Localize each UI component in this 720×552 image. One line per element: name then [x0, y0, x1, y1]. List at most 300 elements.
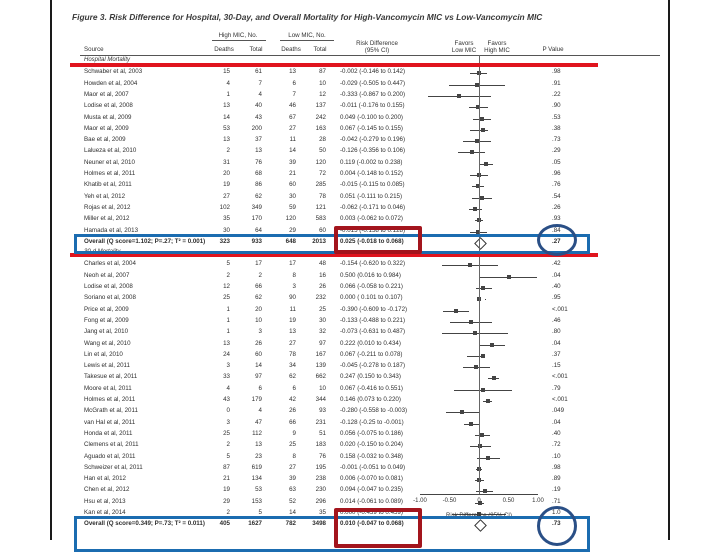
risk-difference-ci: -0.280 (-0.558 to -0.003) [340, 407, 408, 415]
p-value: .98 [552, 463, 561, 471]
p-value: 1.0 [552, 509, 561, 516]
deaths-low: 14 [289, 147, 296, 155]
study-label: Lodise et al, 2008 [84, 283, 133, 290]
header-underline-low [280, 40, 334, 41]
study-row [70, 351, 670, 362]
deaths-low: 11 [289, 305, 296, 313]
section-label: Hospital Mortality [84, 57, 131, 63]
deaths-low: 39 [289, 475, 296, 483]
risk-difference-ci: -0.126 (-0.356 to 0.106) [340, 147, 406, 155]
deaths-low: 13 [289, 68, 296, 76]
risk-difference-ci: 0.500 (0.016 to 0.984) [340, 271, 401, 279]
study-label: Howden et al, 2004 [84, 79, 138, 87]
deaths-high: 25 [223, 294, 230, 302]
risk-difference-ci: 0.000 ( 0.101 to 0.107) [340, 294, 403, 302]
header-deaths-high: Deaths [214, 46, 234, 53]
total-high: 64 [255, 226, 262, 234]
total-high: 153 [251, 497, 262, 505]
study-row [70, 419, 670, 430]
study-label: Bae et al, 2009 [84, 136, 126, 144]
point-estimate [507, 275, 511, 279]
p-value: .27 [552, 237, 561, 245]
deaths-low: 25 [289, 441, 296, 449]
header-low-mic: Low MIC, No. [288, 32, 326, 39]
red-divider-top [70, 63, 598, 67]
p-value: .91 [552, 79, 561, 87]
total-low: 583 [315, 215, 326, 223]
study-row [70, 396, 670, 407]
total-high: 62 [255, 294, 262, 302]
x-axis-tick: 0.50 [502, 498, 515, 504]
deaths-low: 39 [289, 158, 296, 166]
total-low: 242 [315, 113, 326, 121]
point-estimate [480, 433, 484, 437]
left-border [50, 0, 52, 540]
total-high: 60 [255, 350, 262, 358]
p-value: .84 [552, 226, 561, 234]
deaths-high: 27 [223, 192, 230, 200]
study-label: Musta et al, 2009 [84, 113, 132, 121]
total-low: 120 [315, 158, 326, 166]
point-estimate [481, 286, 485, 290]
study-row [70, 385, 670, 396]
deaths-high: 1 [226, 328, 230, 336]
point-estimate [475, 139, 479, 143]
deaths-low: 8 [292, 452, 296, 460]
study-label: Aguado et al, 2011 [84, 452, 136, 460]
risk-difference-ci: 0.020 (-0.150 to 0.204) [340, 441, 403, 449]
total-high: 20 [255, 305, 262, 313]
point-estimate [486, 456, 490, 460]
deaths-high: 13 [223, 136, 230, 144]
total-low: 93 [319, 407, 326, 415]
total-low: 10 [319, 79, 326, 87]
figure-title: Figure 3. Risk Difference for Hospital, 30-Day, and Overall Mortality for High-Vancomycin MIC vs Low-Vancomycin MIC [72, 12, 543, 22]
study-row [70, 294, 670, 305]
study-label: Takesue et al, 2011 [84, 373, 138, 381]
deaths-high: 35 [223, 215, 230, 223]
deaths-high: 43 [223, 396, 230, 403]
study-row [70, 464, 670, 475]
total-high: 2 [258, 271, 262, 279]
study-row [70, 453, 670, 464]
study-label: Neoh et al, 2007 [84, 271, 130, 279]
p-value: .90 [552, 102, 561, 110]
total-high: 37 [255, 136, 262, 144]
deaths-high: 14 [223, 113, 230, 121]
header-source: Source [84, 46, 104, 53]
study-label: Wang et al, 2010 [84, 339, 131, 347]
total-low: 296 [315, 497, 326, 505]
deaths-low: 60 [289, 181, 296, 189]
total-low: 163 [315, 124, 326, 132]
risk-difference-ci: 0.094 (-0.047 to 0.235) [340, 486, 403, 494]
p-value: .80 [552, 328, 561, 336]
total-high: 6 [258, 384, 262, 392]
total-high: 5 [258, 509, 262, 516]
total-low: 230 [315, 486, 326, 494]
study-label: McGrath et al, 2011 [84, 407, 138, 415]
total-low: 344 [315, 396, 326, 403]
overall-highlight-box [74, 234, 590, 254]
risk-difference-ci: -0.015 (-0.158 to 0.128) [340, 226, 406, 234]
point-estimate [492, 376, 496, 380]
deaths-high: 53 [223, 124, 230, 132]
total-low: 3498 [312, 520, 326, 528]
study-row [70, 407, 670, 418]
p-value: .89 [552, 475, 561, 483]
total-high: 62 [255, 192, 262, 200]
header-favors-low-2: Low MIC [451, 47, 477, 54]
total-high: 86 [255, 181, 262, 189]
total-low: 195 [315, 463, 326, 471]
p-value: .96 [552, 170, 561, 177]
p-value: .71 [552, 497, 561, 505]
deaths-low: 3 [292, 283, 296, 290]
study-row [70, 317, 670, 328]
deaths-low: 648 [285, 237, 296, 245]
deaths-high: 405 [219, 520, 230, 528]
deaths-low: 63 [289, 486, 296, 494]
point-estimate [457, 94, 461, 98]
p-value: .53 [552, 113, 561, 121]
risk-difference-ci: 0.049 (-0.100 to 0.200) [340, 113, 403, 121]
study-label: Schweizer et al, 2011 [84, 463, 143, 471]
deaths-low: 90 [289, 294, 296, 302]
point-estimate [480, 196, 484, 200]
deaths-high: 2 [226, 271, 230, 279]
point-estimate [460, 410, 464, 414]
p-value: .76 [552, 181, 561, 189]
deaths-low: 29 [289, 226, 296, 234]
study-label: Holmes et al, 2011 [84, 396, 136, 403]
total-high: 1627 [248, 520, 262, 528]
study-label: Kan et al, 2014 [84, 509, 126, 516]
total-high: 76 [255, 158, 262, 166]
risk-difference-ci: 0.146 (0.073 to 0.220) [340, 396, 401, 403]
overall-highlight-box [74, 516, 590, 552]
p-value: .98 [552, 68, 561, 76]
study-row [70, 204, 670, 215]
deaths-low: 59 [289, 203, 296, 211]
deaths-low: 62 [289, 373, 296, 381]
total-low: 97 [319, 339, 326, 347]
x-axis-tick: 1.00 [532, 498, 544, 504]
point-estimate [486, 399, 490, 403]
deaths-low: 78 [289, 350, 296, 358]
deaths-high: 323 [219, 237, 230, 245]
total-low: 10 [319, 384, 326, 392]
point-estimate [454, 309, 458, 313]
study-label: Honda et al, 2011 [84, 429, 133, 437]
risk-difference-ci: -0.042 (-0.279 to 0.196) [340, 136, 406, 144]
study-label: Moore et al, 2011 [84, 384, 132, 392]
deaths-high: 3 [226, 418, 230, 426]
risk-difference-ci: 0.247 (0.150 to 0.343) [340, 373, 401, 381]
total-high: 933 [251, 237, 262, 245]
point-estimate [469, 422, 473, 426]
deaths-low: 26 [289, 407, 296, 415]
risk-difference-ci: 0.025 (-0.018 to 0.068) [340, 237, 404, 245]
study-label: Overall (Q score=1.102; P=.27; T² = 0.001) [84, 237, 206, 245]
deaths-low: 66 [289, 418, 296, 426]
study-row [70, 114, 670, 125]
p-value: .04 [552, 271, 561, 279]
study-label: Schwaber et al, 2003 [84, 68, 143, 76]
study-label: Lodise et al, 2008 [84, 102, 133, 110]
study-label: Miller et al, 2012 [84, 215, 130, 223]
study-row [70, 272, 670, 283]
total-low: 285 [315, 181, 326, 189]
total-low: 25 [319, 305, 326, 313]
deaths-low: 27 [289, 463, 296, 471]
deaths-low: 120 [285, 215, 296, 223]
study-label: Han et al, 2012 [84, 475, 126, 483]
total-high: 23 [255, 452, 262, 460]
deaths-high: 19 [223, 181, 230, 189]
total-low: 183 [315, 441, 326, 449]
deaths-high: 12 [223, 283, 230, 290]
deaths-low: 17 [289, 260, 296, 268]
total-high: 13 [255, 441, 262, 449]
overall-rd-highlight [334, 508, 422, 548]
study-row [70, 147, 670, 158]
total-high: 7 [258, 79, 262, 87]
deaths-high: 21 [223, 475, 230, 483]
x-axis-line [420, 494, 538, 495]
total-low: 232 [315, 294, 326, 302]
p-value: .73 [552, 520, 561, 528]
study-label: Clemens et al, 2011 [84, 441, 139, 449]
deaths-low: 6 [292, 79, 296, 87]
header-total-high: Total [249, 46, 263, 53]
risk-difference-ci: 0.006 (-0.070 to 0.081) [340, 475, 403, 483]
point-estimate [481, 388, 485, 392]
overall-p-highlight [537, 224, 577, 256]
p-value: .73 [552, 136, 561, 144]
p-value: .79 [552, 384, 561, 392]
point-estimate [480, 117, 484, 121]
study-label: Hamada et al, 2013 [84, 226, 139, 234]
total-high: 66 [255, 283, 262, 290]
header-high-mic: High MIC, No. [218, 32, 258, 39]
deaths-low: 8 [292, 271, 296, 279]
study-row [70, 136, 670, 147]
study-row [70, 159, 670, 170]
risk-difference-ci: 0.119 (-0.002 to 0.238) [340, 158, 403, 166]
deaths-low: 34 [289, 362, 296, 370]
deaths-low: 30 [289, 192, 296, 200]
deaths-low: 14 [289, 509, 296, 516]
risk-difference-ci: -0.390 (-0.609 to -0.172) [340, 305, 408, 313]
deaths-high: 3 [226, 362, 230, 370]
total-high: 4 [258, 90, 262, 98]
total-low: 12 [319, 90, 326, 98]
deaths-low: 67 [289, 113, 296, 121]
study-row [70, 340, 670, 351]
total-high: 112 [252, 429, 262, 437]
p-value: <.001 [552, 373, 568, 381]
study-row [70, 283, 670, 294]
deaths-high: 5 [226, 260, 230, 268]
risk-difference-ci: -0.333 (-0.867 to 0.200) [340, 90, 406, 98]
deaths-low: 27 [289, 339, 296, 347]
p-value: .04 [552, 339, 561, 347]
total-high: 134 [251, 475, 262, 483]
risk-difference-ci: 0.004 (-0.148 to 0.152) [340, 170, 403, 177]
total-low: 76 [319, 452, 326, 460]
risk-difference-ci: -0.015 (-0.115 to 0.085) [340, 181, 405, 189]
deaths-high: 20 [223, 170, 230, 177]
point-estimate [473, 331, 477, 335]
study-label: Overall (Q score=0.349; P=.73; T² = 0.011) [84, 520, 205, 528]
p-value: .05 [552, 158, 561, 166]
total-high: 68 [255, 170, 262, 177]
risk-difference-ci: 0.067 (-0.211 to 0.078) [340, 350, 403, 358]
study-row [70, 215, 670, 226]
total-high: 3 [258, 328, 262, 336]
deaths-high: 5 [226, 452, 230, 460]
risk-difference-ci: -0.128 (-0.25 to -0.001) [340, 418, 404, 426]
header-rd-ci: (95% CI) [364, 47, 390, 54]
point-estimate [481, 128, 485, 132]
risk-difference-ci: 0.067 (-0.145 to 0.155) [340, 124, 403, 132]
header-deaths-low: Deaths [281, 46, 301, 53]
deaths-high: 2 [226, 147, 230, 155]
deaths-high: 15 [223, 68, 230, 76]
header-total-low: Total [313, 46, 327, 53]
study-label: Jang et al, 2010 [84, 328, 129, 336]
study-row [70, 328, 670, 339]
p-value: .37 [552, 350, 561, 358]
deaths-low: 11 [289, 136, 296, 144]
deaths-low: 42 [289, 396, 296, 403]
total-low: 121 [315, 203, 326, 211]
deaths-high: 102 [219, 203, 230, 211]
study-label: Soriano et al, 2008 [84, 294, 136, 302]
header-risk-difference: Risk Difference [356, 40, 398, 47]
study-label: Maor et al, 2007 [84, 90, 129, 98]
study-label: Lalueza et al, 2010 [84, 147, 137, 155]
total-low: 72 [319, 170, 326, 177]
p-value: .38 [552, 124, 561, 132]
study-label: Holmes et al, 2011 [84, 170, 136, 177]
risk-difference-ci: -0.045 (-0.278 to 0.187) [340, 362, 406, 370]
total-low: 35 [319, 509, 326, 516]
deaths-high: 2 [226, 509, 230, 516]
p-value: .049 [552, 407, 565, 415]
p-value: .54 [552, 192, 561, 200]
p-value: .10 [552, 452, 561, 460]
risk-difference-ci: -0.011 (-0.176 to 0.155) [340, 102, 405, 110]
study-label: Rojas et al, 2012 [84, 203, 131, 211]
study-row [70, 181, 670, 192]
study-label: Lewis et al, 2011 [84, 362, 130, 370]
risk-difference-ci: -0.073 (-0.631 to 0.487) [340, 328, 406, 336]
study-label: Chen et al, 2012 [84, 486, 130, 494]
study-label: Lin et al, 2010 [84, 350, 123, 358]
risk-difference-ci: -0.133 (-0.488 to 0.221) [340, 316, 406, 324]
study-row [70, 475, 670, 486]
p-value: .26 [552, 203, 561, 211]
study-label: Maor et al, 2009 [84, 124, 129, 132]
p-value: .29 [552, 147, 561, 155]
total-high: 4 [258, 407, 262, 415]
total-high: 43 [255, 113, 262, 121]
total-low: 50 [319, 147, 326, 155]
total-low: 238 [315, 475, 326, 483]
risk-difference-ci: 0.010 (-0.047 to 0.068) [340, 520, 404, 528]
total-high: 61 [255, 68, 262, 76]
study-row [70, 80, 670, 91]
study-row [70, 125, 670, 136]
header-favors-low: Favors [454, 40, 474, 47]
study-row [70, 498, 670, 509]
x-axis-tick: -0.50 [442, 498, 457, 504]
p-value: .04 [552, 418, 561, 426]
risk-difference-ci: -0.002 (-0.146 to 0.142) [340, 68, 406, 76]
total-high: 17 [255, 260, 262, 268]
risk-difference-ci: -0.062 (-0.171 to 0.046) [340, 203, 406, 211]
total-high: 179 [251, 396, 262, 403]
study-row [70, 68, 670, 79]
header-favors-high: Favors [487, 40, 507, 47]
deaths-high: 4 [226, 384, 230, 392]
risk-difference-ci: 0.056 (-0.075 to 0.186) [340, 429, 403, 437]
study-label: van Hal et al, 2011 [84, 418, 136, 426]
study-row [70, 91, 670, 102]
study-row [70, 306, 670, 317]
deaths-high: 33 [223, 373, 230, 381]
study-row [70, 260, 670, 271]
total-low: 662 [315, 373, 326, 381]
total-low: 26 [319, 283, 326, 290]
point-estimate [474, 365, 478, 369]
total-high: 97 [255, 373, 262, 381]
risk-difference-ci: -0.154 (-0.620 to 0.322) [340, 260, 406, 268]
total-high: 13 [255, 147, 262, 155]
total-low: 78 [319, 192, 326, 200]
total-high: 170 [251, 215, 262, 223]
risk-difference-ci: 0.000 (-0.459 to 0.459) [340, 509, 403, 516]
header-underline-high [212, 40, 266, 41]
study-row [70, 170, 670, 181]
x-axis-tick: -1.00 [413, 498, 427, 504]
point-estimate [470, 150, 474, 154]
deaths-high: 1 [226, 316, 230, 324]
total-high: 53 [255, 486, 262, 494]
total-low: 167 [315, 350, 326, 358]
total-high: 349 [251, 203, 262, 211]
risk-difference-ci: 0.067 (-0.416 to 0.551) [340, 384, 403, 392]
x-axis-tick: 0 [477, 498, 481, 504]
p-value: .40 [552, 429, 561, 437]
deaths-low: 782 [285, 520, 296, 528]
deaths-high: 4 [226, 79, 230, 87]
header-p-value: P Value [542, 46, 564, 53]
null-line [479, 55, 480, 494]
total-high: 200 [251, 124, 262, 132]
risk-difference-ci: -0.001 (-0.051 to 0.049) [340, 463, 406, 471]
header-rule [80, 55, 660, 56]
deaths-low: 46 [289, 102, 296, 110]
deaths-high: 1 [226, 305, 230, 313]
study-label: Khatib et al, 2011 [84, 181, 132, 189]
study-label: Yeh et al, 2012 [84, 192, 126, 200]
study-row [70, 486, 670, 497]
point-estimate [468, 263, 472, 267]
deaths-high: 13 [223, 339, 230, 347]
